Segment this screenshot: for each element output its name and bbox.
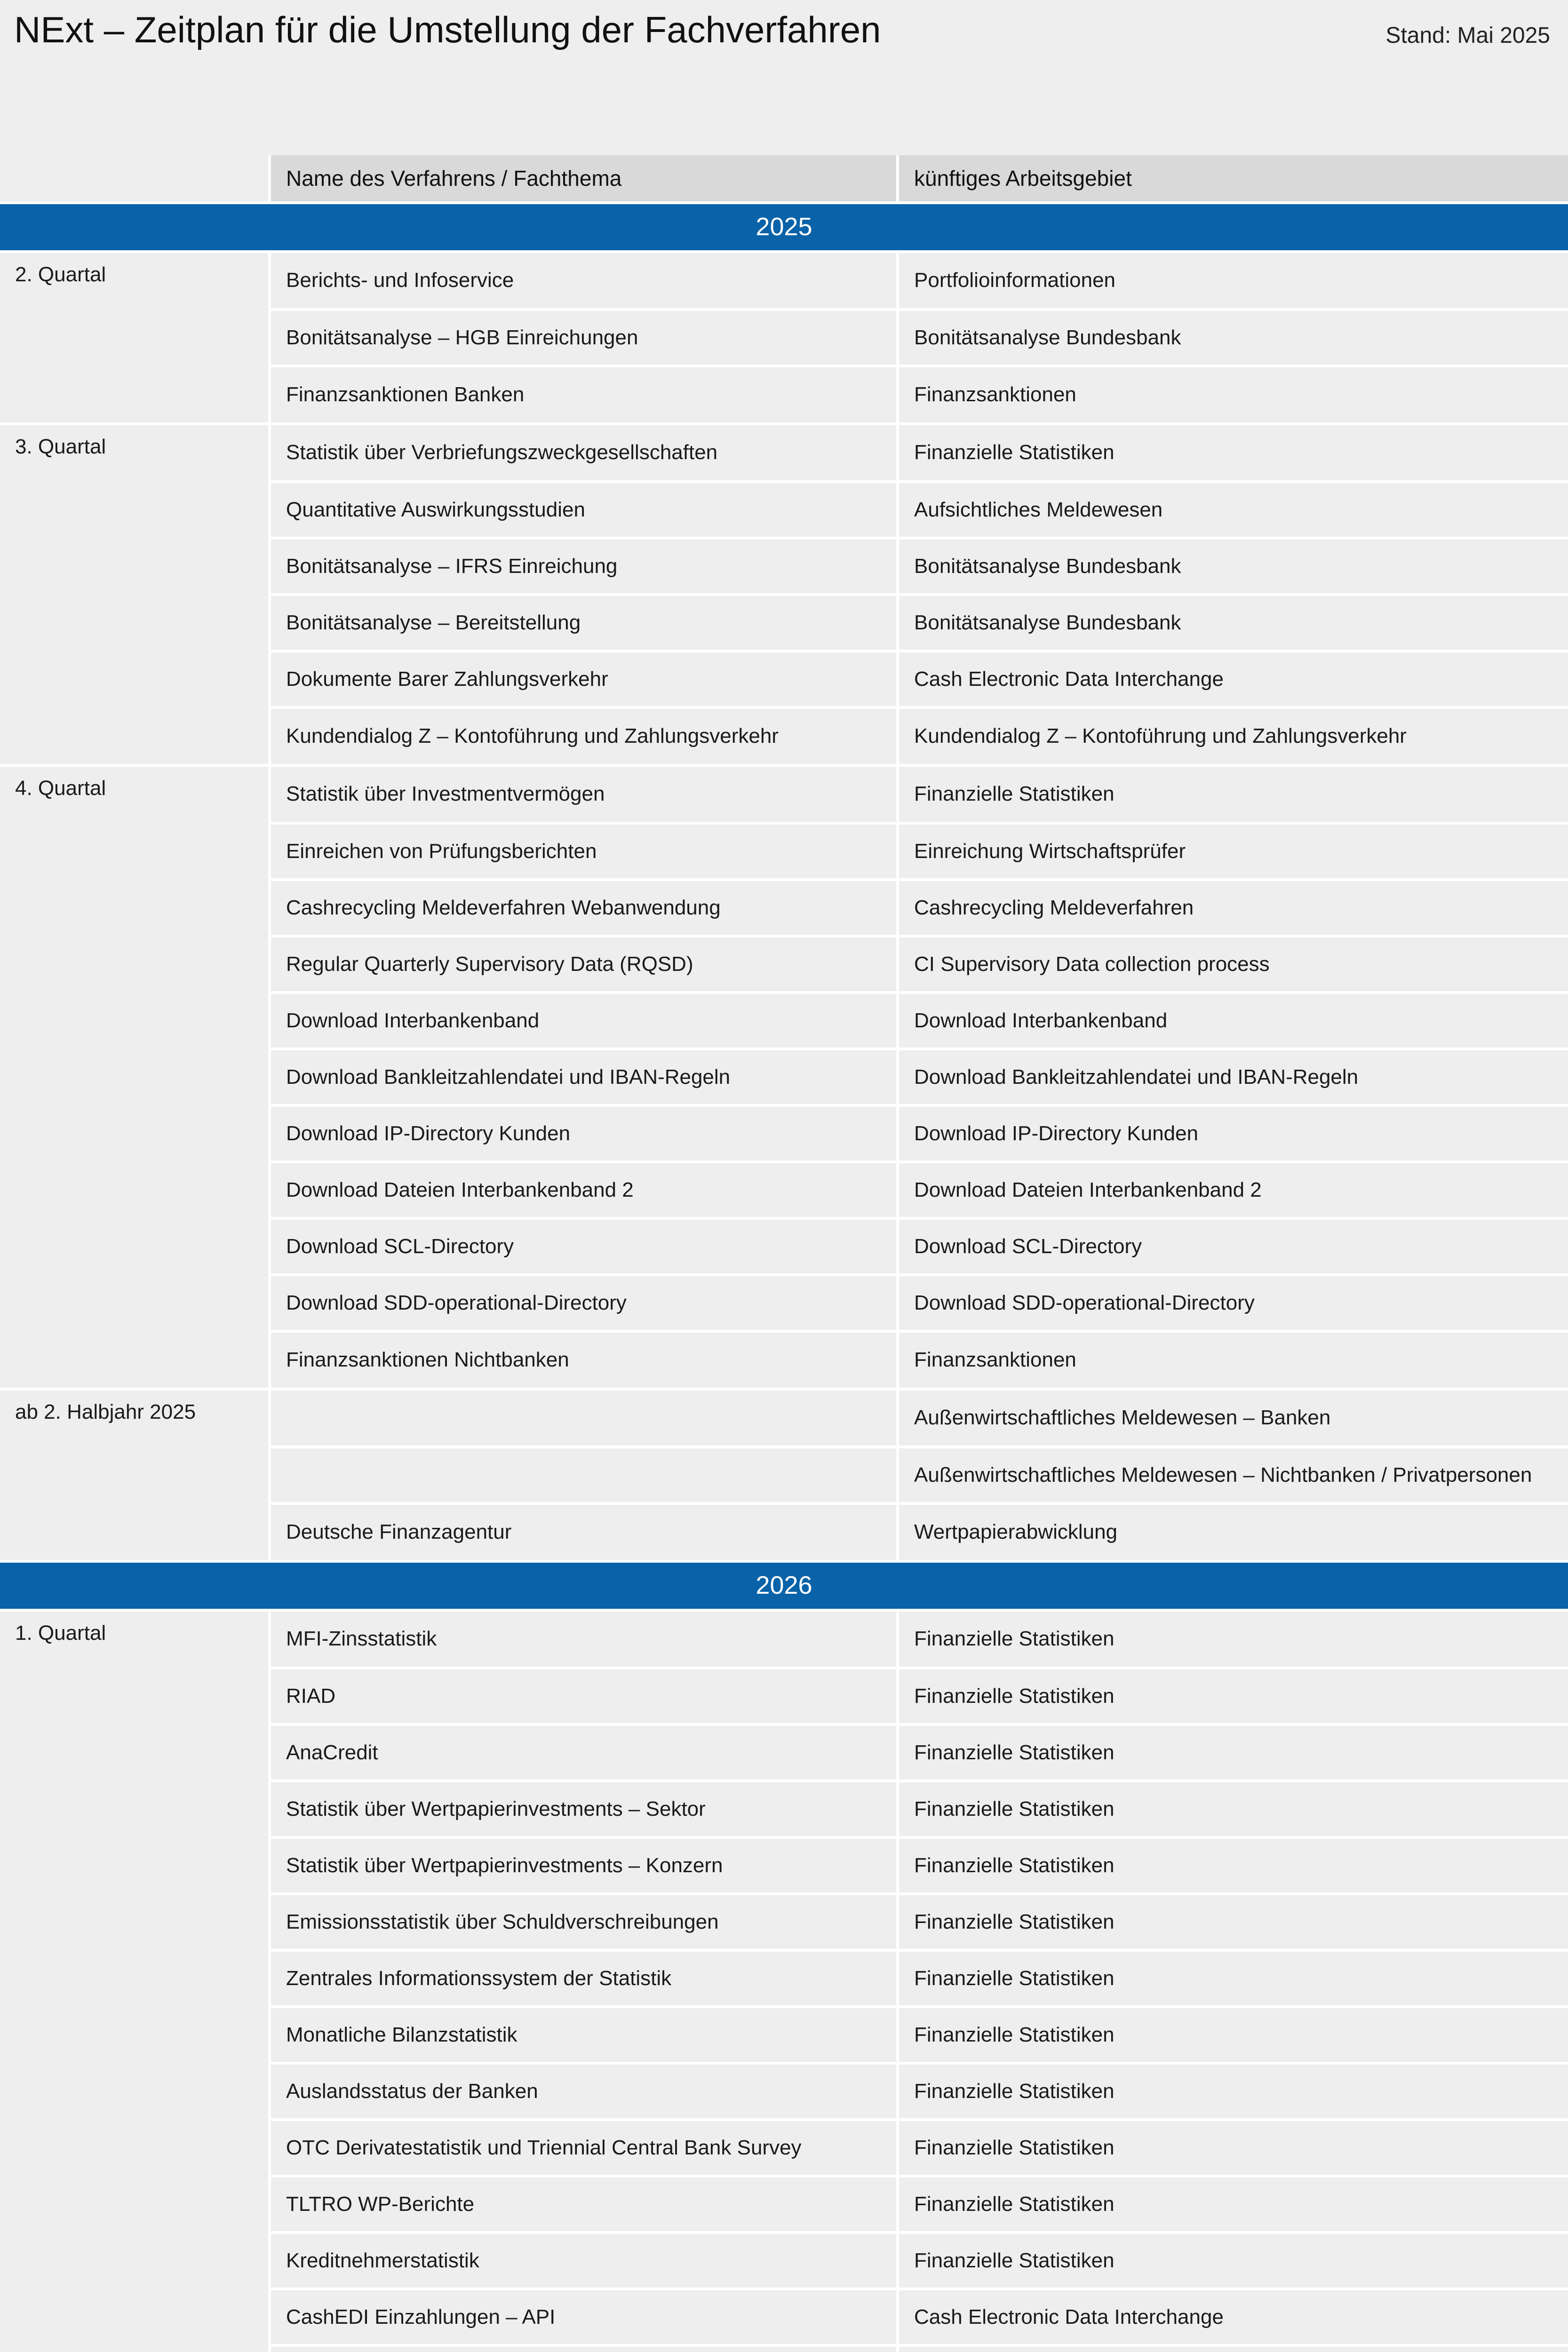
verfahren-cell: Emissionsstatistik über Schuldverschreibungen	[270, 1894, 898, 1950]
verfahren-cell	[270, 1447, 898, 1503]
table-row	[0, 2007, 1568, 2063]
verfahren-cell: Statistik über Investmentvermögen	[270, 765, 898, 823]
arbeitsgebiet-cell: Außenwirtschaftliches Meldewesen – Banken	[898, 1389, 1568, 1447]
schedule-header-row	[0, 155, 1568, 203]
period-label: 3. Quartal	[0, 424, 270, 482]
arbeitsgebiet-cell: Download Bankleitzahlendatei und IBAN-Regeln	[898, 1049, 1568, 1105]
page-header	[0, 0, 1568, 155]
schedule-body	[0, 203, 1568, 2352]
period-empty-cell	[0, 651, 270, 707]
arbeitsgebiet-cell: Finanzielle Statistiken	[898, 2233, 1568, 2289]
table-row	[0, 936, 1568, 993]
arbeitsgebiet-cell: Finanzielle Statistiken	[898, 1724, 1568, 1781]
table-row	[0, 2289, 1568, 2345]
period-empty-cell	[0, 1049, 270, 1105]
verfahren-cell: Regular Quarterly Supervisory Data (RQSD)	[270, 936, 898, 993]
verfahren-cell: TLTRO WP-Berichte	[270, 2176, 898, 2233]
verfahren-cell: Statistik über Verbriefungszweckgesellschaften	[270, 424, 898, 482]
arbeitsgebiet-cell: Wertpapierabwicklung	[898, 1503, 1568, 1561]
page-title: NExt – Zeitplan für die Umstellung der Fachverfahren	[14, 9, 881, 50]
period-empty-cell	[0, 2007, 270, 2063]
period-empty-cell	[0, 2289, 270, 2345]
arbeitsgebiet-cell: Kundendialog Z – Kontoführung und Zahlungsverkehr	[898, 707, 1568, 765]
verfahren-cell: Deutsche Finanzagentur	[270, 1503, 898, 1561]
period-empty-cell	[0, 1275, 270, 1331]
arbeitsgebiet-cell: Bonitätsanalyse Bundesbank	[898, 595, 1568, 651]
verfahren-cell: Bonitätsanalyse – Bereitstellung	[270, 595, 898, 651]
arbeitsgebiet-cell: Finanzielle Statistiken	[898, 1894, 1568, 1950]
year-row	[0, 1561, 1568, 1610]
period-empty-cell	[0, 1894, 270, 1950]
period-empty-cell	[0, 595, 270, 651]
period-empty-cell	[0, 2120, 270, 2176]
verfahren-cell: Bonitätsanalyse – IFRS Einreichung	[270, 538, 898, 595]
arbeitsgebiet-cell: Finanzsanktionen	[898, 366, 1568, 424]
verfahren-cell: CashEDI Einzahlungen – API	[270, 2289, 898, 2345]
arbeitsgebiet-cell: Finanzielle Statistiken	[898, 2120, 1568, 2176]
period-empty-cell	[0, 707, 270, 765]
verfahren-cell: Quantitative Auswirkungsstudien	[270, 482, 898, 538]
verfahren-cell: Monatliche Bilanzstatistik	[270, 2007, 898, 2063]
arbeitsgebiet-cell: Bonitätsanalyse Bundesbank	[898, 538, 1568, 595]
verfahren-cell: Finanzsanktionen Nichtbanken	[270, 1331, 898, 1389]
table-row	[0, 1389, 1568, 1447]
verfahren-cell: Download Dateien Interbankenband 2	[270, 1162, 898, 1218]
verfahren-cell: Download SCL-Directory	[270, 1218, 898, 1275]
period-empty-cell	[0, 880, 270, 936]
table-row	[0, 1105, 1568, 1162]
table-row	[0, 1503, 1568, 1561]
arbeitsgebiet-cell: Finanzielle Statistiken	[898, 1610, 1568, 1668]
verfahren-cell: Zentrales Informationssystem der Statistik	[270, 1950, 898, 2007]
table-row	[0, 880, 1568, 936]
period-empty-cell	[0, 1447, 270, 1503]
year-label: 2026	[0, 1561, 1568, 1610]
verfahren-cell: Download IP-Directory Kunden	[270, 1105, 898, 1162]
verfahren-cell: Download Bankleitzahlendatei und IBAN-Regeln	[270, 1049, 898, 1105]
period-empty-cell	[0, 993, 270, 1049]
table-row	[0, 1837, 1568, 1894]
period-empty-cell	[0, 1331, 270, 1389]
period-empty-cell	[0, 2233, 270, 2289]
period-empty-cell	[0, 1837, 270, 1894]
arbeitsgebiet-cell: CI Supervisory Data collection process	[898, 936, 1568, 993]
table-row	[0, 538, 1568, 595]
table-row	[0, 1724, 1568, 1781]
arbeitsgebiet-cell: Bonitätsanalyse Bundesbank	[898, 310, 1568, 366]
verfahren-cell: Statistik über Wertpapierinvestments – Sektor	[270, 1781, 898, 1837]
period-empty-cell	[0, 823, 270, 880]
arbeitsgebiet-cell: Download IP-Directory Kunden	[898, 1105, 1568, 1162]
period-empty-cell	[0, 2176, 270, 2233]
table-row	[0, 993, 1568, 1049]
arbeitsgebiet-cell: Finanzielle Statistiken	[898, 1837, 1568, 1894]
table-row	[0, 252, 1568, 310]
period-empty-cell	[0, 482, 270, 538]
stand-date: Stand: Mai 2025	[1385, 23, 1550, 48]
arbeitsgebiet-cell: Portfolioinformationen	[898, 252, 1568, 310]
header-verfahren: Name des Verfahrens / Fachthema	[270, 155, 898, 203]
verfahren-cell: Einreichen von Prüfungsberichten	[270, 823, 898, 880]
period-label: 2. Quartal	[0, 252, 270, 310]
verfahren-cell: AnaCredit	[270, 1724, 898, 1781]
arbeitsgebiet-cell: Cashrecycling Meldeverfahren	[898, 880, 1568, 936]
arbeitsgebiet-cell: Finanzielle Statistiken	[898, 1781, 1568, 1837]
verfahren-cell	[270, 2345, 898, 2352]
arbeitsgebiet-cell: Cash Electronic Data Interchange	[898, 2289, 1568, 2345]
verfahren-cell: Bonitätsanalyse – HGB Einreichungen	[270, 310, 898, 366]
verfahren-cell: Dokumente Barer Zahlungsverkehr	[270, 651, 898, 707]
verfahren-cell: Statistik über Wertpapierinvestments – Konzern	[270, 1837, 898, 1894]
period-empty-cell	[0, 1218, 270, 1275]
verfahren-cell: Kundendialog Z – Kontoführung und Zahlungsverkehr	[270, 707, 898, 765]
table-row	[0, 2120, 1568, 2176]
table-row	[0, 2063, 1568, 2120]
arbeitsgebiet-cell: Finanzielle Statistiken	[898, 2176, 1568, 2233]
table-row	[0, 1275, 1568, 1331]
arbeitsgebiet-cell: Download Interbankenband	[898, 993, 1568, 1049]
year-row	[0, 203, 1568, 252]
table-row	[0, 1447, 1568, 1503]
arbeitsgebiet-cell: Finanzielle Statistiken	[898, 1668, 1568, 1724]
table-row	[0, 424, 1568, 482]
table-row	[0, 823, 1568, 880]
table-row	[0, 1162, 1568, 1218]
arbeitsgebiet-cell	[898, 2345, 1568, 2352]
period-empty-cell	[0, 1668, 270, 1724]
period-empty-cell	[0, 1503, 270, 1561]
table-row	[0, 1331, 1568, 1389]
table-row	[0, 1218, 1568, 1275]
verfahren-cell: Download SDD-operational-Directory	[270, 1275, 898, 1331]
verfahren-cell: Download Interbankenband	[270, 993, 898, 1049]
table-row	[0, 2345, 1568, 2352]
period-label: 1. Quartal	[0, 1610, 270, 1668]
table-row	[0, 595, 1568, 651]
verfahren-cell: Cashrecycling Meldeverfahren Webanwendung	[270, 880, 898, 936]
period-empty-cell	[0, 1781, 270, 1837]
arbeitsgebiet-cell: Finanzielle Statistiken	[898, 2063, 1568, 2120]
arbeitsgebiet-cell: Finanzielle Statistiken	[898, 424, 1568, 482]
header-arbeitsgebiet: künftiges Arbeitsgebiet	[898, 155, 1568, 203]
table-row	[0, 310, 1568, 366]
arbeitsgebiet-cell: Finanzsanktionen	[898, 1331, 1568, 1389]
table-row	[0, 2233, 1568, 2289]
period-label: 4. Quartal	[0, 765, 270, 823]
schedule-table	[0, 155, 1568, 2352]
period-empty-cell	[0, 310, 270, 366]
table-row	[0, 1049, 1568, 1105]
arbeitsgebiet-cell: Download SDD-operational-Directory	[898, 1275, 1568, 1331]
period-empty-cell	[0, 366, 270, 424]
arbeitsgebiet-cell: Download SCL-Directory	[898, 1218, 1568, 1275]
arbeitsgebiet-cell: Cash Electronic Data Interchange	[898, 651, 1568, 707]
table-row	[0, 707, 1568, 765]
table-row	[0, 366, 1568, 424]
arbeitsgebiet-cell: Finanzielle Statistiken	[898, 1950, 1568, 2007]
arbeitsgebiet-cell: Download Dateien Interbankenband 2	[898, 1162, 1568, 1218]
table-row	[0, 1781, 1568, 1837]
verfahren-cell: Kreditnehmerstatistik	[270, 2233, 898, 2289]
arbeitsgebiet-cell: Finanzielle Statistiken	[898, 765, 1568, 823]
period-empty-cell	[0, 2345, 270, 2352]
header-empty-cell	[0, 155, 270, 203]
table-row	[0, 765, 1568, 823]
period-empty-cell	[0, 2063, 270, 2120]
table-row	[0, 1610, 1568, 1668]
arbeitsgebiet-cell: Finanzielle Statistiken	[898, 2007, 1568, 2063]
table-row	[0, 482, 1568, 538]
period-empty-cell	[0, 1105, 270, 1162]
period-label: ab 2. Halbjahr 2025	[0, 1389, 270, 1447]
table-row	[0, 1894, 1568, 1950]
arbeitsgebiet-cell: Außenwirtschaftliches Meldewesen – Nichtbanken / Privatpersonen	[898, 1447, 1568, 1503]
year-label: 2025	[0, 203, 1568, 252]
table-row	[0, 1668, 1568, 1724]
verfahren-cell: Auslandsstatus der Banken	[270, 2063, 898, 2120]
period-empty-cell	[0, 1950, 270, 2007]
verfahren-cell: RIAD	[270, 1668, 898, 1724]
table-row	[0, 2176, 1568, 2233]
arbeitsgebiet-cell: Aufsichtliches Meldewesen	[898, 482, 1568, 538]
verfahren-cell: OTC Derivatestatistik und Triennial Central Bank Survey	[270, 2120, 898, 2176]
table-row	[0, 1950, 1568, 2007]
verfahren-cell	[270, 1389, 898, 1447]
period-empty-cell	[0, 1724, 270, 1781]
period-empty-cell	[0, 1162, 270, 1218]
verfahren-cell: Finanzsanktionen Banken	[270, 366, 898, 424]
period-empty-cell	[0, 936, 270, 993]
verfahren-cell: MFI-Zinsstatistik	[270, 1610, 898, 1668]
table-row	[0, 651, 1568, 707]
arbeitsgebiet-cell: Einreichung Wirtschaftsprüfer	[898, 823, 1568, 880]
verfahren-cell: Berichts- und Infoservice	[270, 252, 898, 310]
period-empty-cell	[0, 538, 270, 595]
